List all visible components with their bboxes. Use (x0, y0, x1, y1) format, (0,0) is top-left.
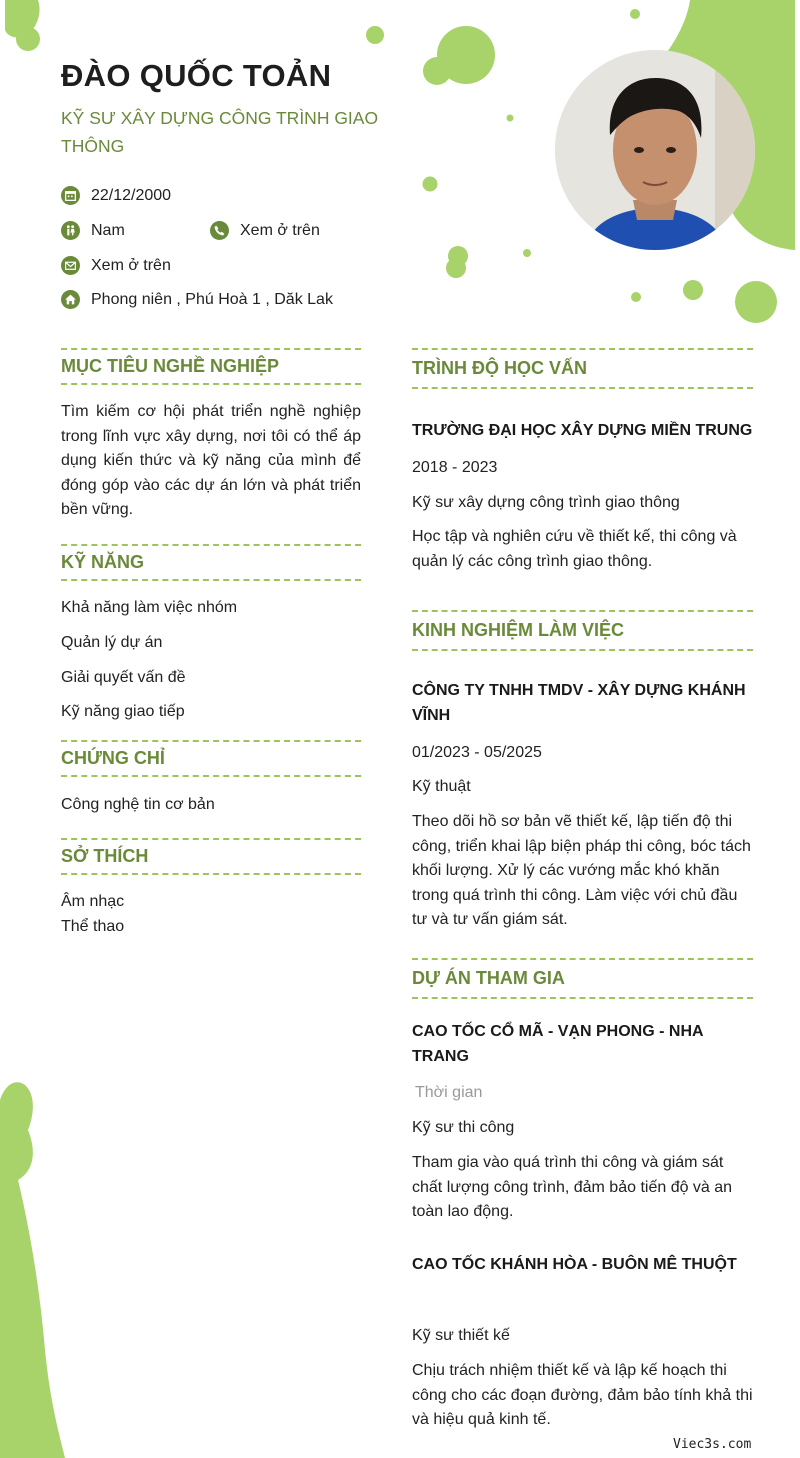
project-time: Thời gian (415, 1084, 483, 1101)
project-role: Kỹ sư thi công (412, 1119, 515, 1136)
education-description: Học tập và nghiên cứu về thiết kế, thi công và quản lý các công trình giao thông. (412, 528, 737, 570)
project-name: CAO TỐC CỔ MÃ - VẠN PHONG - NHA TRANG (412, 1023, 703, 1065)
experience-description: Theo dõi hồ sơ bản vẽ thiết kế, lập tiến độ thi công, triển khai lập biện pháp thi công, bóc tách khối lượng. Xử lý các vướng mắc khó khăn trong quá trình thi công. Làm việc với chủ đầu tư và tư vấn giám sát. (412, 813, 751, 928)
skill-item: Giải quyết vấn đề (61, 669, 186, 686)
objective-text: Tìm kiếm cơ hội phát triển nghề nghiệp trong lĩnh vực xây dựng, nơi tôi có thể áp dụng kiến thức và kỹ năng của mình để đóng góp vào các dự án lớn và phát triển bền vững. (61, 403, 361, 518)
education-heading: TRÌNH ĐỘ HỌC VẤN (412, 348, 753, 389)
education-period: 2018 - 2023 (412, 459, 498, 476)
job-title: KỸ SƯ XÂY DỰNG CÔNG TRÌNH GIAO THÔNG (61, 108, 379, 156)
experience-heading: KINH NGHIỆM LÀM VIỆC (412, 610, 753, 651)
hobby-item: Thể thao (61, 918, 125, 935)
project-role: Kỹ sư thiết kế (412, 1327, 510, 1344)
skills-heading: KỸ NĂNG (61, 544, 361, 581)
skill-item: Khả năng làm việc nhóm (61, 599, 238, 616)
birthday-text: 22/12/2000 (91, 186, 172, 204)
phone-icon (210, 221, 229, 240)
gender-icon (61, 221, 80, 240)
skill-item: Quản lý dự án (61, 634, 163, 651)
hobby-item: Âm nhạc (61, 893, 125, 910)
certificates-heading: CHỨNG CHỈ (61, 740, 361, 777)
school-name: TRƯỜNG ĐẠI HỌC XÂY DỰNG MIỀN TRUNG (412, 422, 753, 439)
gender-row (61, 221, 125, 240)
home-icon (61, 290, 80, 309)
calendar-icon (61, 186, 80, 205)
hobbies-heading: SỞ THÍCH (61, 838, 361, 875)
project-description: Tham gia vào quá trình thi công và giám sát chất lượng công trình, đảm bảo tiến độ và an toàn lao động. (412, 1154, 733, 1220)
company-name: CÔNG TY TNHH TMDV - XÂY DỰNG KHÁNH VĨNH (412, 682, 746, 724)
email-text: Xem ở trên (91, 256, 171, 274)
watermark: Viec3s.com (673, 1437, 752, 1452)
birthday-row (61, 186, 171, 205)
gender-text: Nam (91, 221, 125, 239)
project-description: Chịu trách nhiệm thiết kế và lập kế hoạch thi công cho các đoạn đường, đảm bảo tính khả thi và hiệu quả kinh tế. (412, 1362, 753, 1428)
objective-heading: MỤC TIÊU NGHỀ NGHIỆP (61, 348, 361, 385)
project-name: CAO TỐC KHÁNH HÒA - BUÔN MÊ THUỘT (412, 1256, 737, 1273)
phone-row (210, 221, 320, 240)
certificate-item: Công nghệ tin cơ bản (61, 796, 215, 813)
address-text: Phong niên , Phú Hoà 1 , Dăk Lak (91, 290, 333, 308)
education-major: Kỹ sư xây dựng công trình giao thông (412, 494, 680, 511)
projects-heading: DỰ ÁN THAM GIA (412, 958, 753, 999)
phone-text: Xem ở trên (240, 221, 320, 239)
envelope-icon (61, 256, 80, 275)
experience-position: Kỹ thuật (412, 778, 471, 795)
email-row (61, 256, 171, 275)
skill-item: Kỹ năng giao tiếp (61, 703, 185, 720)
address-row (61, 290, 333, 309)
candidate-name: ĐÀO QUỐC TOẢN (61, 58, 332, 93)
profile-photo (555, 50, 755, 250)
experience-period: 01/2023 - 05/2025 (412, 744, 542, 761)
